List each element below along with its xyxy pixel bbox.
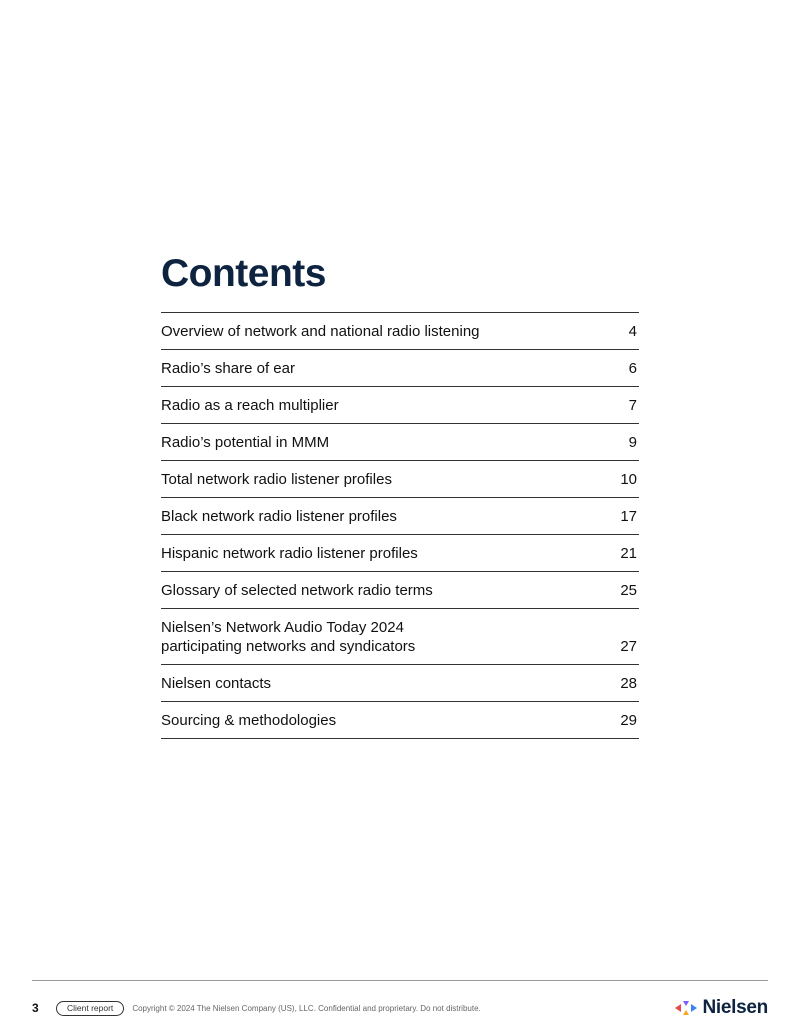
toc-entry-label: Hispanic network radio listener profiles xyxy=(161,545,418,562)
toc-entry[interactable] xyxy=(161,498,639,535)
toc-entry[interactable] xyxy=(161,461,639,498)
nielsen-pinwheel-icon xyxy=(674,1000,698,1016)
toc-entry-label: Glossary of selected network radio terms xyxy=(161,582,433,599)
toc-entry[interactable] xyxy=(161,535,639,572)
toc-entry-page: 9 xyxy=(628,434,637,451)
page-footer xyxy=(32,998,768,1018)
toc-entry[interactable] xyxy=(161,313,639,350)
page-number: 3 xyxy=(32,1001,39,1015)
toc-entry-page: 7 xyxy=(628,397,637,414)
toc-entry-label: Nielsen’s Network Audio Today 2024 participating networks and syndicators xyxy=(161,619,416,655)
toc-entry-page: 17 xyxy=(620,508,637,525)
toc-entry-page: 10 xyxy=(620,471,637,488)
toc-entry[interactable] xyxy=(161,387,639,424)
nielsen-logo xyxy=(674,997,769,1019)
toc-entry[interactable] xyxy=(161,424,639,461)
toc-entry-label: Total network radio listener profiles xyxy=(161,471,392,488)
copyright-notice: Copyright © 2024 The Nielsen Company (US), LLC. Confidential and proprietary. Do not distribute. xyxy=(132,1003,481,1013)
toc-entry-label: Overview of network and national radio listening xyxy=(161,323,480,340)
toc-entry[interactable] xyxy=(161,350,639,387)
toc-entry-label: Sourcing & methodologies xyxy=(161,712,337,729)
logo-mark-purple xyxy=(683,1001,689,1006)
logo-mark-orange xyxy=(683,1010,689,1015)
toc-entry[interactable] xyxy=(161,609,639,665)
toc-entry-page: 21 xyxy=(620,545,637,562)
toc-entry-page: 25 xyxy=(620,582,637,599)
toc-entry-label: Black network radio listener profiles xyxy=(161,508,397,525)
toc-entry-label: Radio as a reach multiplier xyxy=(161,397,339,414)
toc-entry-label: Radio’s potential in MMM xyxy=(161,434,330,451)
toc-entry-label: Radio’s share of ear xyxy=(161,360,295,377)
toc-entry-page: 27 xyxy=(620,638,637,655)
toc-entry-page: 28 xyxy=(620,675,637,692)
page-title: Contents xyxy=(161,252,326,295)
toc-entry[interactable] xyxy=(161,665,639,702)
footer-divider xyxy=(32,980,768,981)
toc-entry-label: Nielsen contacts xyxy=(161,675,272,692)
toc-entry[interactable] xyxy=(161,702,639,739)
toc-entry-page: 6 xyxy=(628,360,637,377)
logo-mark-blue xyxy=(691,1004,697,1012)
client-report-badge: Client report xyxy=(56,1001,124,1016)
toc-entry-page: 29 xyxy=(620,712,637,729)
nielsen-wordmark: Nielsen xyxy=(702,997,768,1018)
toc-entry-page: 4 xyxy=(628,323,637,340)
logo-mark-red xyxy=(675,1004,681,1012)
toc-list xyxy=(161,312,639,739)
toc-entry[interactable] xyxy=(161,572,639,609)
table-of-contents xyxy=(161,250,639,739)
